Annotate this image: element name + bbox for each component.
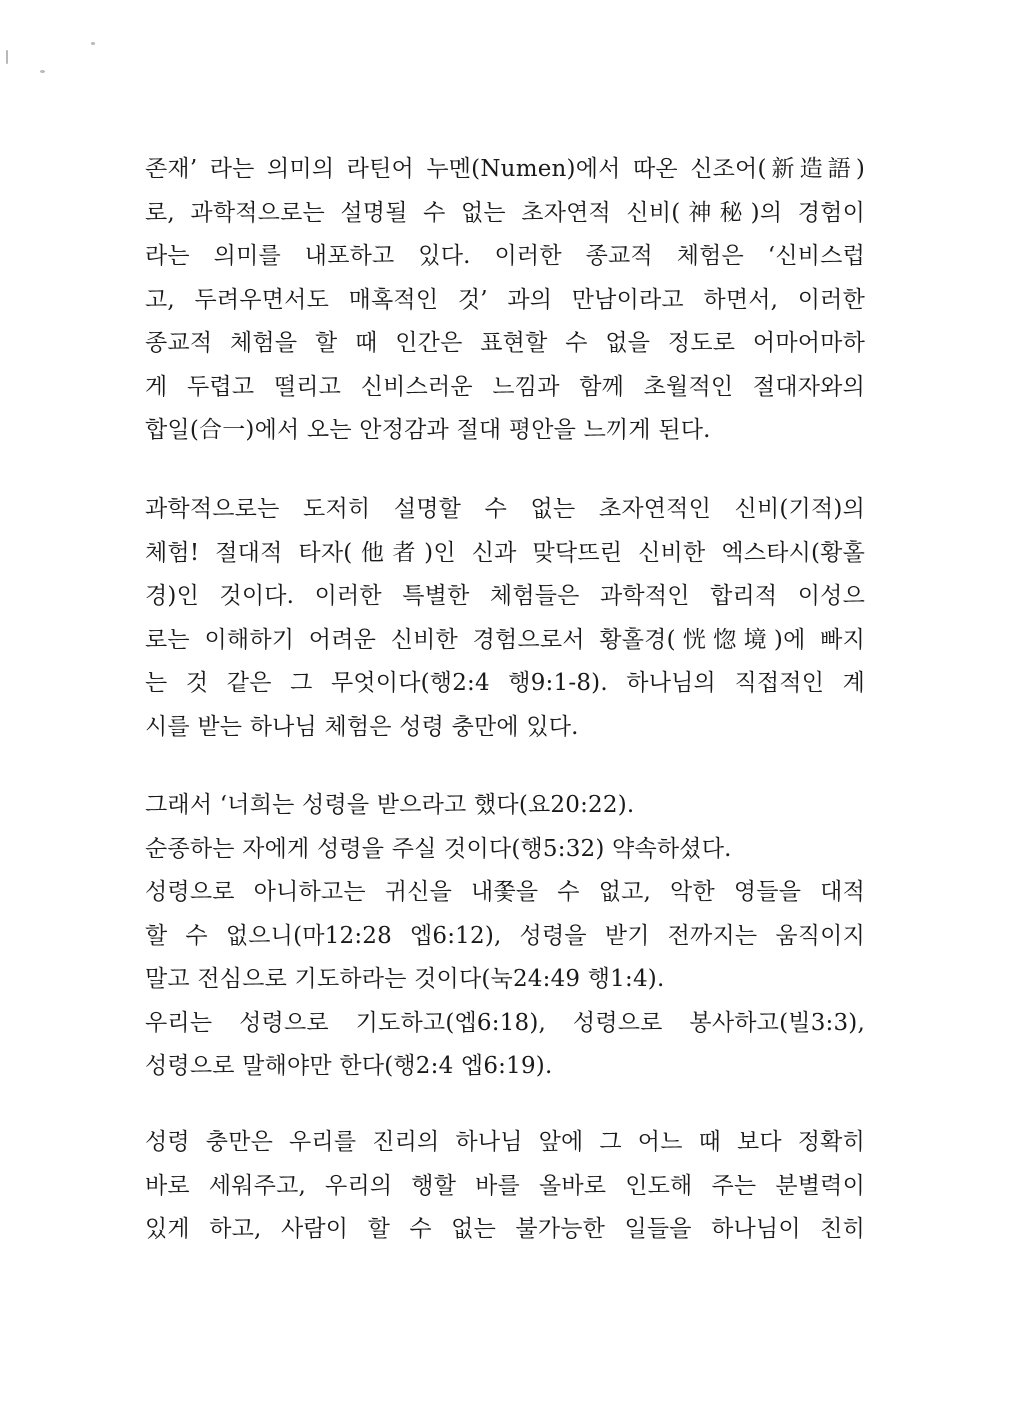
- text-line: 그래서 ‘너희는 성령을 받으라고 했다(요20:22).: [145, 792, 635, 818]
- text-line: 성령 충만은 우리를 진리의 하나님 앞에 그 어느 때 보다 정확히: [145, 1129, 865, 1155]
- text-line: 합일(合一)에서 오는 안정감과 절대 평안을 느끼게 된다.: [145, 417, 711, 443]
- paragraph-3: [145, 784, 865, 1089]
- text-line: 는 것 같은 그 무엇이다(행2:4 행9:1-8). 하나님의 직접적인 계: [145, 670, 865, 696]
- text-line: 고, 두려우면서도 매혹적인 것’ 과의 만남이라고 하면서, 이러한: [145, 286, 865, 313]
- text-line: 성령으로 말해야만 한다(행2:4 엡6:19).: [145, 1053, 553, 1079]
- text-line: 로, 과학적으로는 설명될 수 없는 초자연적 신비(神秘)의 경험이: [145, 199, 865, 226]
- text-line: 체험! 절대적 타자(他者)인 신과 맞닥뜨린 신비한 엑스타시(황홀: [145, 539, 865, 566]
- scan-speck: [40, 70, 45, 73]
- text-line: 종교적 체험을 할 때 인간은 표현할 수 없을 정도로 어마어마하: [145, 330, 865, 356]
- paragraph-2: [145, 488, 865, 749]
- text-line: 우리는 성령으로 기도하고(엡6:18), 성령으로 봉사하고(빌3:3),: [145, 1009, 865, 1036]
- scan-speck: [6, 50, 8, 64]
- text-line: 있게 하고, 사람이 할 수 없는 불가능한 일들을 하나님이 친히: [145, 1216, 865, 1242]
- paragraph-1: [145, 148, 865, 453]
- text-line: 할 수 없으니(마12:28 엡6:12), 성령을 받기 전까지는 움직이지: [145, 922, 865, 949]
- text-line: 로는 이해하기 어려운 신비한 경험으로서 황홀경(恍惚境)에 빠지: [145, 626, 865, 653]
- text-line: 말고 전심으로 기도하라는 것이다(눅24:49 행1:4).: [145, 966, 665, 992]
- text-line: 바로 세워주고, 우리의 행할 바를 올바로 인도해 주는 분별력이: [145, 1172, 865, 1199]
- text-line: 과학적으로는 도저히 설명할 수 없는 초자연적인 신비(기적)의: [145, 496, 865, 522]
- text-line: 시를 받는 하나님 체험은 성령 충만에 있다.: [145, 713, 579, 740]
- text-line: 존재’ 라는 의미의 라틴어 누멘(Numen)에서 따온 신조어(新造語): [145, 156, 865, 182]
- text-line: 라는 의미를 내포하고 있다. 이러한 종교적 체험은 ‘신비스럽: [145, 243, 865, 269]
- scan-speck: [91, 42, 95, 45]
- text-line: 게 두렵고 떨리고 신비스러운 느낌과 함께 초월적인 절대자와의: [145, 373, 865, 400]
- text-line: 성령으로 아니하고는 귀신을 내쫓을 수 없고, 악한 영들을 대적: [145, 879, 865, 905]
- paragraph-4: [145, 1121, 865, 1252]
- text-line: 경)인 것이다. 이러한 특별한 체험들은 과학적인 합리적 이성으: [145, 583, 865, 609]
- text-line: 순종하는 자에게 성령을 주실 것이다(행5:32) 약속하셨다.: [145, 835, 732, 862]
